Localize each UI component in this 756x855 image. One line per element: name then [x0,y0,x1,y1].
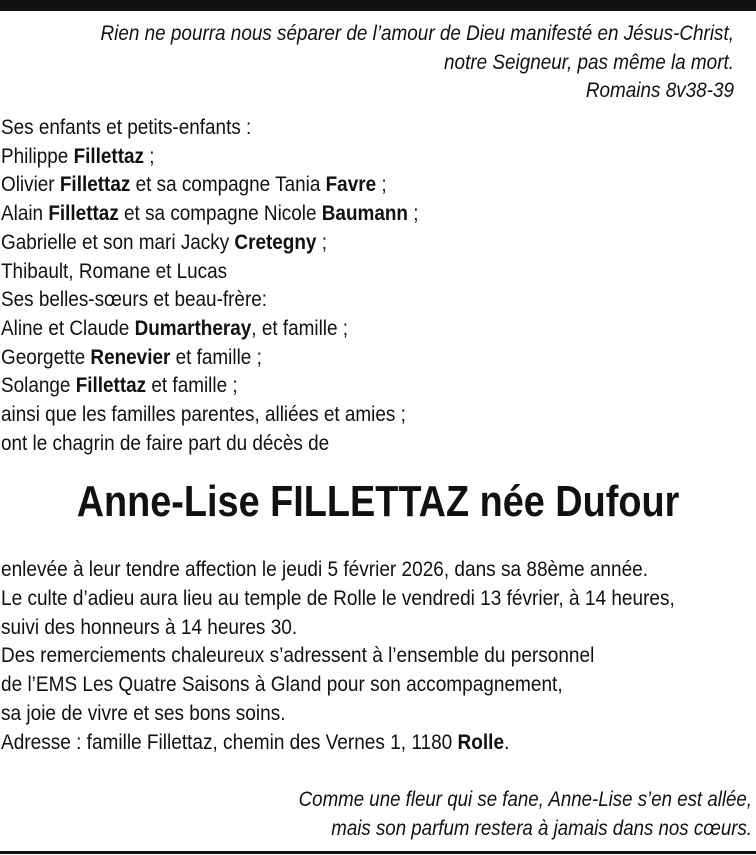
verse-line-1: Rien ne pourra nous séparer de l’amour de Dieu manifesté en Jésus-Christ, [100,22,735,45]
child-surname: Fillettaz [59,172,131,197]
address-city: Rolle [457,729,505,754]
closing-line-2: mais son parfum restera à jamais dans nos cœurs. [331,816,752,840]
inlaw-first-name: Aline et Claude [1,315,135,340]
inlaw-surname: Fillettaz [75,373,147,398]
partner-surname: Baumann [321,201,408,226]
verse-line-2: notre Seigneur, pas même la mort. [444,50,734,74]
child-first-name: Philippe [1,143,74,168]
child-entry [1,170,418,199]
child-surname: Fillettaz [73,143,145,168]
announcement-line: ont le chagrin de faire part du décès de [1,430,330,455]
inlaw-surname: Dumartheray [134,315,252,340]
relatives-line: ainsi que les familles parentes, alliées et amies ; [1,402,406,427]
child-end: ; [376,172,387,197]
inlaw-surname: Renevier [90,344,171,369]
child-first-name: Gabrielle et son mari Jacky [1,229,235,254]
top-border-rule [0,0,756,11]
inlaw-entry [1,371,418,400]
deceased-name: Anne-Lise FILLETTAZ née Dufour [76,477,680,526]
details-line: Le culte d’adieu aura lieu au temple de Rolle le vendredi 13 février, à 14 heures, [1,585,675,610]
children-intro: Ses enfants et petits-enfants : [1,115,252,139]
partner-surname: Favre [325,172,377,197]
child-entry [1,199,418,228]
child-partner: et sa compagne Nicole [118,201,322,226]
child-first-name: Alain [1,201,49,226]
inlaw-end: , et famille ; [251,315,349,340]
child-end: ; [144,143,155,168]
inlaw-first-name: Georgette [1,344,91,369]
address-end: . [504,729,510,754]
details-line: de l’EMS Les Quatre Saisons à Gland pour son accompagnement, [1,672,563,697]
details-line: Des remerciements chaleureux s’adressent à l’ensemble du personnel [1,643,595,668]
child-end: ; [316,229,327,254]
child-entry [1,228,418,257]
inlaw-entry [1,343,418,372]
details-line: enlevée à leur tendre affection le jeudi 5 février 2026, dans sa 88ème année. [1,557,649,581]
family-list [1,113,418,457]
child-surname: Fillettaz [48,201,119,226]
details-line: sa joie de vivre et ses bons soins. [1,700,286,725]
child-first-name: Olivier [1,172,60,197]
address-text: Adresse : famille Fillettaz, chemin des Vernes 1, 1180 [1,729,458,754]
child-partner: et sa compagne Tania [130,172,326,197]
inlaw-first-name: Solange [1,373,76,398]
inlaw-end: et famille ; [170,344,262,369]
closing-line-1: Comme une fleur qui se fane, Anne-Lise s’en est allée, [298,788,752,811]
inlaw-entry [1,314,418,343]
grandchildren: Thibault, Romane et Lucas [1,258,228,283]
ceremony-details [1,555,675,757]
child-entry [1,142,418,171]
child-end: ; [407,201,419,226]
verse-reference: Romains 8v38-39 [585,79,734,102]
address-line [1,728,675,757]
closing-quote [93,786,752,843]
details-line: suivi des honneurs à 14 heures 30. [1,614,298,639]
bible-verse [68,20,734,106]
inlaw-end: et famille ; [146,373,238,398]
inlaws-intro: Ses belles-sœurs et beau-frère: [1,287,268,312]
bottom-border-rule [0,851,756,854]
child-surname: Cretegny [234,229,317,254]
